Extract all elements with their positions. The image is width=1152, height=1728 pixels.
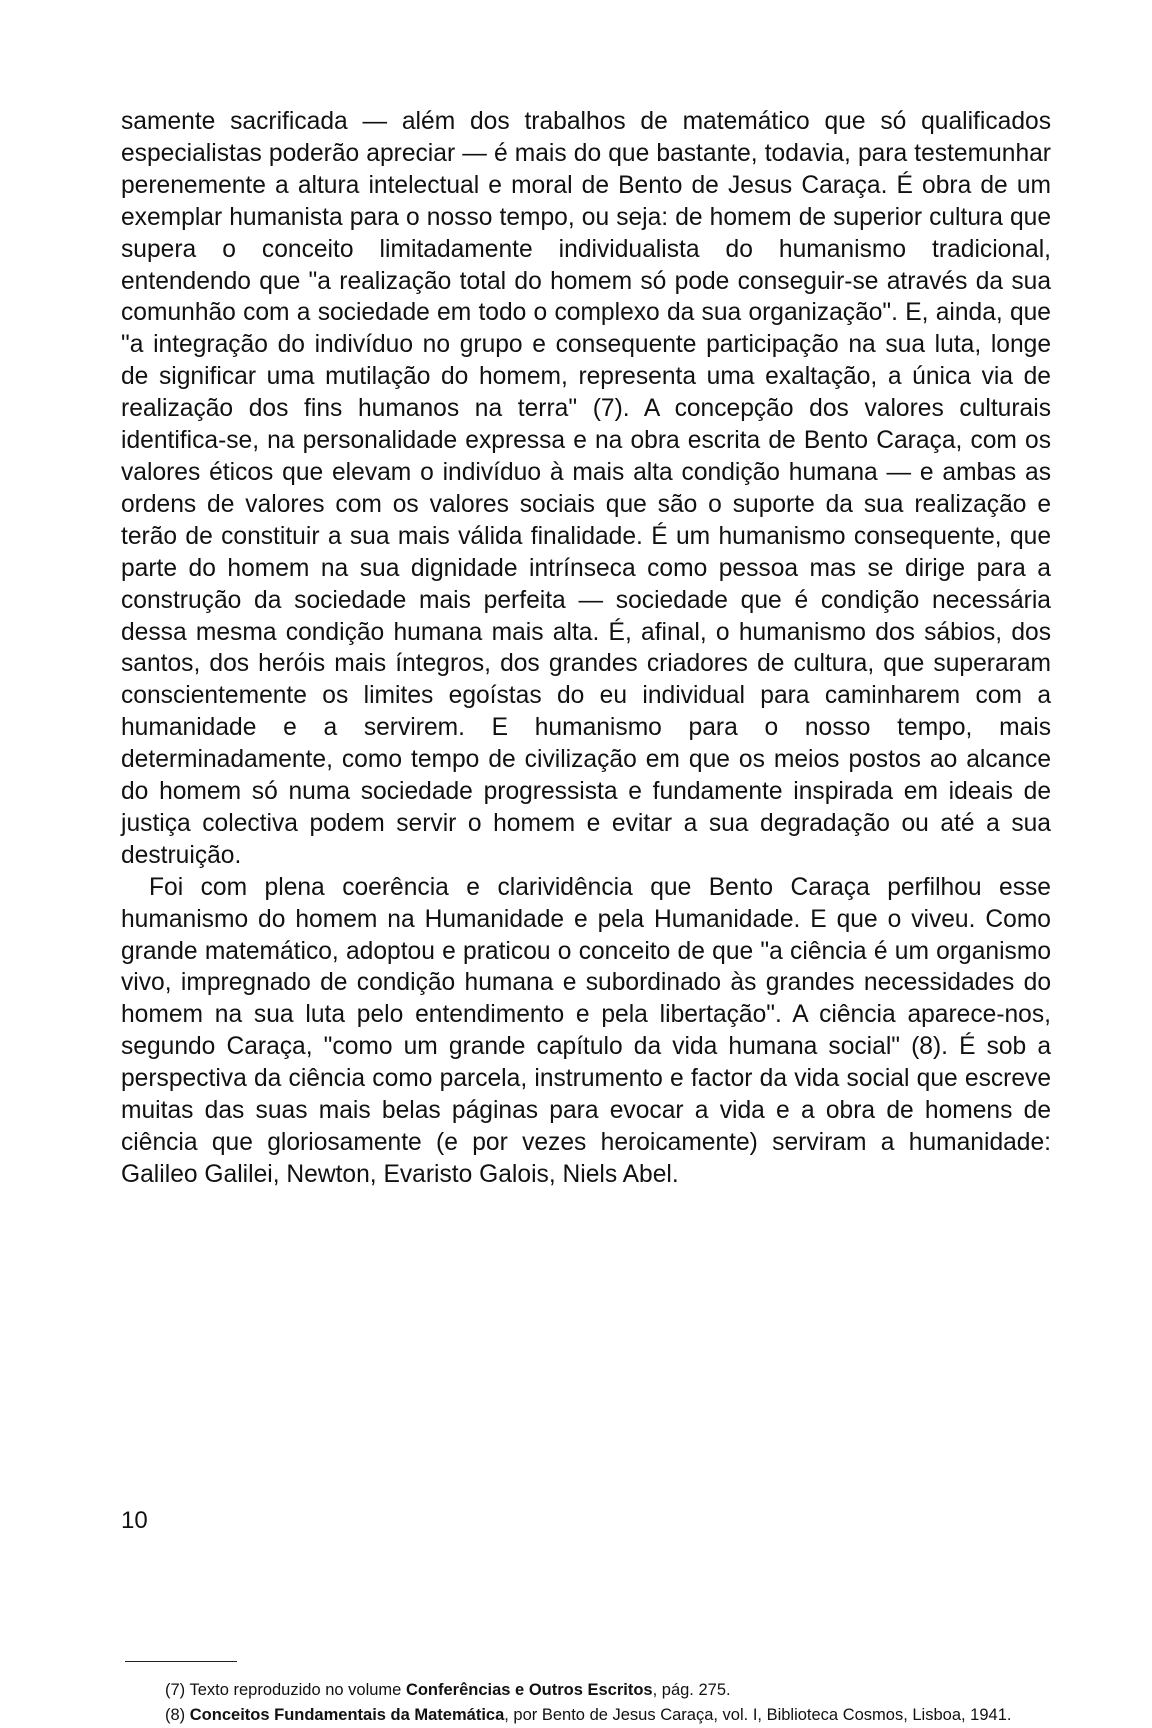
footnote-7 [121, 1678, 1051, 1703]
footnote-separator [125, 1661, 237, 1662]
footnote-marker: (7) [165, 1681, 186, 1699]
footnote-8 [121, 1703, 1051, 1728]
footnote-title: Conceitos Fundamentais da Matemática [189, 1706, 505, 1724]
footnote-text: , por Bento de Jesus Caraça, vol. I, Biblioteca Cosmos, Lisboa, 1941. [504, 1706, 1012, 1724]
footnotes [121, 1678, 1051, 1728]
footnote-text: Texto reproduzido no volume [189, 1681, 402, 1699]
footnote-text: , pág. 275. [652, 1681, 731, 1699]
paragraph: samente sacrificada — além dos trabalhos de matemático que só qualificados especialistas poderão apreciar — é mais do que bastante, todavia, para testemunhar perenemente a altura intelectual e moral de Bento de Jesus Caraça. É obra de um exemplar humanista para o nosso tempo, ou seja: de homem de superior cultura que supera o conceito limitadamente individualista do humanismo tradicional, entendendo que "a realização total do homem só pode conseguir-se através da sua comunhão com a sociedade em todo o complexo da sua organização". E, ainda, que "a integração do indivíduo no grupo e consequente participação na sua luta, longe de significar uma mutilação do homem, representa uma exaltação, a única via de realização dos fins humanos na terra" (7). A concepção dos valores culturais identifica-se, na personalidade expressa e na obra escrita de Bento Caraça, com os valores éticos que elevam o indivíduo à mais alta condição humana — e ambas as ordens de valores com os valores sociais que são o suporte da sua realização e terão de constituir a sua mais válida finalidade. É um humanismo consequente, que parte do homem na sua dignidade intrínseca como pessoa mas se dirige para a construção da sociedade mais perfeita — sociedade que é condição necessária dessa mesma condição humana mais alta. É, afinal, o humanismo dos sábios, dos santos, dos heróis mais íntegros, dos grandes criadores de cultura, que superaram conscientemente os limites egoístas do eu individual para caminharem com a humanidade e a servirem. E humanismo para o nosso tempo, mais determinadamente, como tempo de civilização em que os meios postos ao alcance do homem só numa sociedade progressista e fundamente inspirada em ideais de justiça colectiva podem servir o homem e evitar a sua degradação ou até a sua destruição. [121, 108, 1051, 869]
footnote-marker: (8) [165, 1706, 186, 1724]
page-number: 10 [121, 1507, 148, 1534]
paragraph: Foi com plena coerência e clarividência que Bento Caraça perfilhou esse humanismo do homem na Humanidade e pela Humanidade. E que o viveu. Como grande matemático, adoptou e praticou o conceito de que "a ciência é um organismo vivo, impregnado de condição humana e subordinado às grandes necessidades do homem na sua luta pelo entendimento e pela libertação". A ciência aparece-nos, segundo Caraça, "como um grande capítulo da vida humana social" (8). É sob a perspectiva da ciência como parcela, instrumento e factor da vida social que escreve muitas das suas mais belas páginas para evocar a vida e a obra de homens de ciência que gloriosamente (e por vezes heroicamente) serviram a humanidade: Galileo Galilei, Newton, Evaristo Galois, Niels Abel. [121, 873, 1051, 1188]
footnote-title: Conferências e Outros Escritos [405, 1681, 653, 1699]
main-text [121, 106, 1051, 1191]
